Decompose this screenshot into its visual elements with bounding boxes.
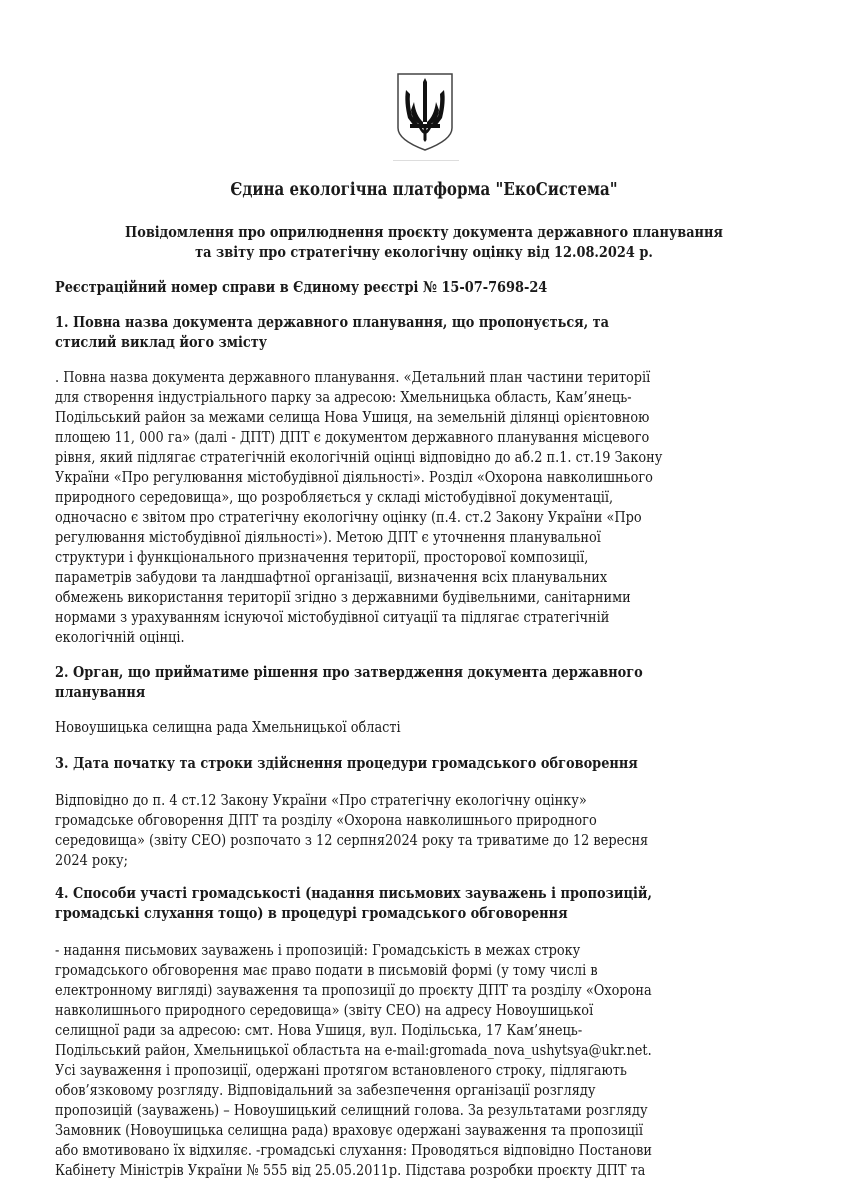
text-line: - надання письмових зауважень і пропозицій: Громадськість в межах строку — [55, 941, 581, 959]
text-line: регулювання містобудівної діяльності»). Метою ДПТ є уточнення планувальної — [55, 528, 601, 546]
text-line: селищної ради за адресою: смт. Нова Ушиця, вул. Подільська, 17 Кам’янець- — [55, 1021, 583, 1039]
page-title — [59, 179, 788, 201]
text-line: 2024 року; — [55, 851, 128, 869]
text-line: Замовник (Новоушицька селищна рада) враховує одержані зауваження та пропозиції — [55, 1121, 644, 1139]
notice-subtitle — [59, 222, 788, 262]
text-line: середовища» (звіту СЕО) розпочато з 12 серпня2024 року та триватиме до 12 вересня — [55, 831, 649, 849]
text-line: обмежень використання території згідно з державними будівельними, санітарними — [55, 588, 631, 606]
section-2-body — [55, 717, 401, 737]
section-3-heading — [55, 753, 638, 773]
text-line: рівня, який підлягає стратегічній екологічній оцінці відповідно до аб.2 п.1. ст.19 Закону — [55, 448, 663, 466]
section-3-body — [55, 790, 648, 870]
text-line: 3. Дата початку та строки здійснення процедури громадського обговорення — [55, 754, 638, 772]
text-line: екологічній оцінці. — [55, 628, 185, 646]
text-line: для створення індустріального парку за адресою: Хмельницька область, Кам’янець- — [55, 388, 632, 406]
text-line: стислий виклад його змісту — [55, 333, 268, 351]
subtitle-line: та звіту про стратегічну екологічну оцінку від 12.08.2024 р. — [195, 243, 653, 261]
subtitle-line: Повідомлення про оприлюднення проєкту документа державного планування — [125, 223, 723, 241]
section-2-heading — [55, 662, 643, 702]
text-line: України «Про регулювання містобудівної діяльності». Розділ «Охорона навколишнього — [55, 468, 653, 486]
text-line: навколишнього природного середовища» (звіту СЕО) на адресу Новоушицької — [55, 1001, 594, 1019]
text-line: Подільський район, Хмельницької областьта на e-mail:gromada_nova_ushytsya@ukr.net. — [55, 1041, 652, 1059]
text-line: пропозицій (зауважень) – Новоушицький селищний голова. За результатами розгляду — [55, 1101, 648, 1119]
text-line: Новоушицька селищна рада Хмельницької області — [55, 718, 401, 736]
text-line: планування — [55, 683, 146, 701]
text-line: або вмотивовано їх відхиляє. -громадські слухання: Проводяться відповідно Постанови — [55, 1141, 652, 1159]
text-line: Кабінету Міністрів України № 555 від 25.05.2011р. Підстава розробки проєкту ДПТ та — [55, 1161, 646, 1179]
text-line: структури і функціонального призначення території, просторової композиції, — [55, 548, 589, 566]
text-line: 4. Способи участі громадськості (надання письмових зауважень і пропозицій, — [55, 884, 652, 902]
registration-line: Реєстраційний номер справи в Єдиному реєстрі № 15-07-7698-24 — [55, 278, 548, 296]
section-4-body — [55, 940, 652, 1180]
section-4-heading — [55, 883, 652, 923]
text-line: обов’язковому розгляду. Відповідальний за забезпечення організації розгляду — [55, 1081, 596, 1099]
coat-of-arms-icon — [396, 72, 454, 152]
text-line: 1. Повна назва документа державного планування, що пропонується, та — [55, 313, 610, 331]
text-line: громадського обговорення має право подати в письмовій формі (у тому числі в — [55, 961, 598, 979]
title-line: Єдина екологічна платформа "ЕкоСистема" — [230, 180, 618, 200]
registration-number — [55, 277, 547, 297]
text-line: Відповідно до п. 4 ст.12 Закону України «Про стратегічну екологічну оцінку» — [55, 791, 587, 809]
text-line: площею 11, 000 га» (далі - ДПТ) ДПТ є документом державного планування місцевого — [55, 428, 650, 446]
text-line: громадське обговорення ДПТ та розділу «Охорона навколишнього природного — [55, 811, 597, 829]
section-1-heading — [55, 312, 609, 352]
text-line: нормами з урахуванням існуючої містобудівної ситуації та підлягає стратегічній — [55, 608, 610, 626]
text-line: 2. Орган, що прийматиме рішення про затвердження документа державного — [55, 663, 643, 681]
text-line: природного середовища», що розробляється у складі містобудівної документації, — [55, 488, 614, 506]
text-line: електронному вигляді) зауваження та пропозиції до проєкту ДПТ та розділу «Охорона — [55, 981, 652, 999]
text-line: громадські слухання тощо) в процедурі громадського обговорення — [55, 904, 568, 922]
text-line: параметрів забудови та ландшафтної організації, визначення всіх планувальних — [55, 568, 608, 586]
text-line: Усі зауваження і пропозиції, одержані протягом встановленого строку, підлягають — [55, 1061, 627, 1079]
text-line: Подільський район за межами селища Нова Ушиця, на земельній ділянці орієнтовною — [55, 408, 650, 426]
divider — [393, 160, 459, 161]
text-line: одночасно є звітом про стратегічну екологічну оцінку (п.4. ст.2 Закону України «Про — [55, 508, 642, 526]
section-1-body — [55, 367, 662, 647]
text-line: . Повна назва документа державного планування. «Детальний план частини території — [55, 368, 651, 386]
